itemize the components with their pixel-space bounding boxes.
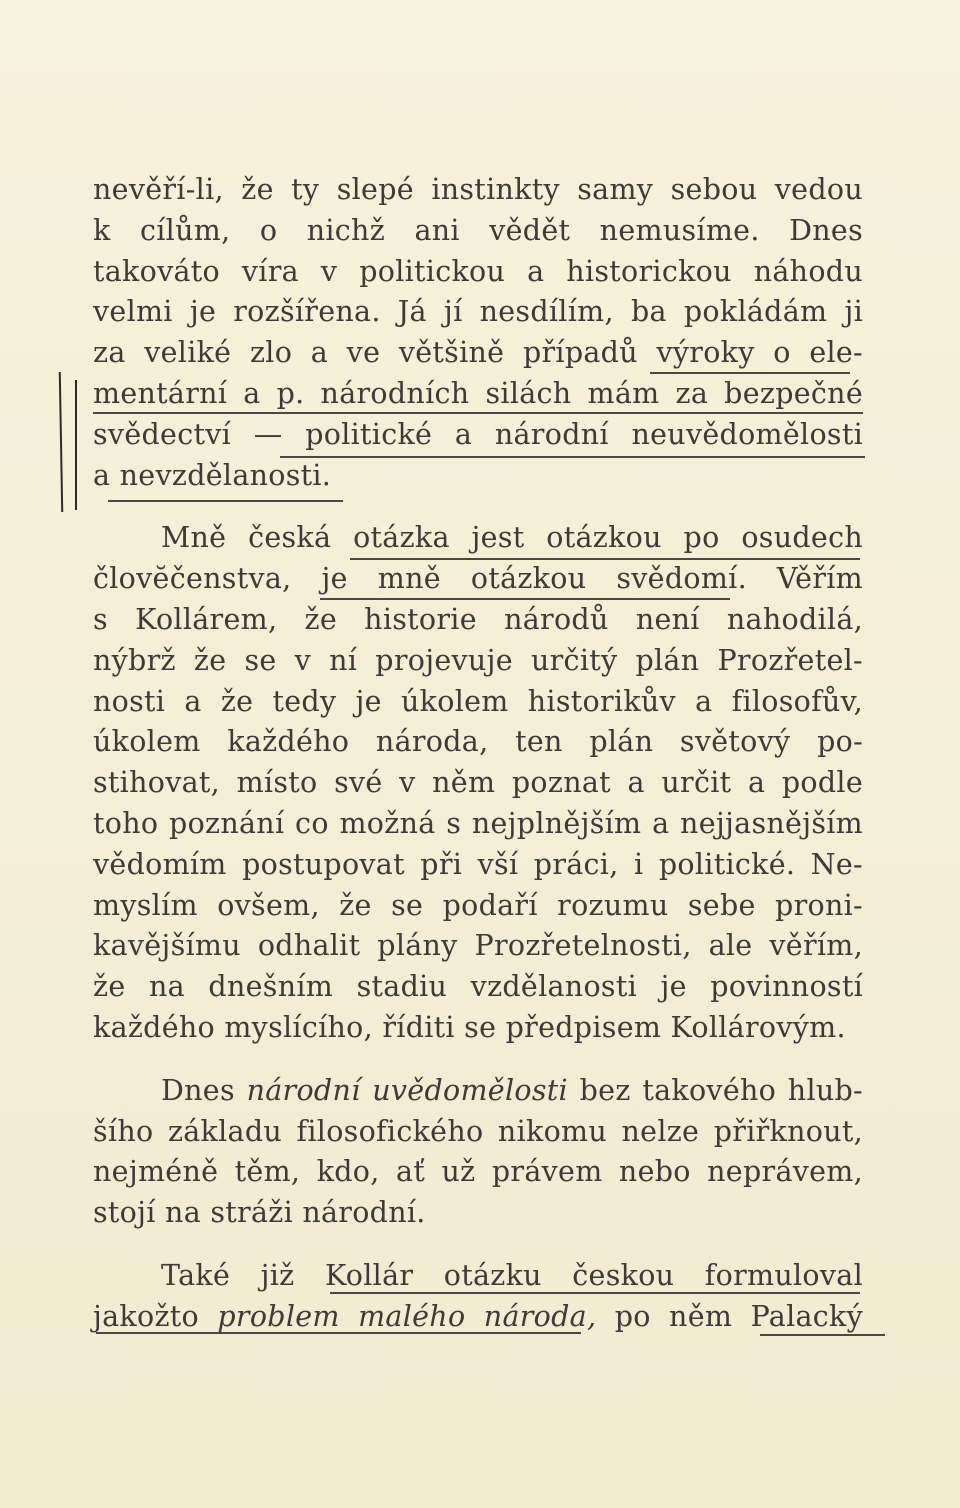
text-fragment: bez takového hlub- (579, 1073, 863, 1107)
text-line: nejméně těm, kdo, ať už právem nebo neprávem, (93, 1155, 863, 1189)
text-line: vědomím postupovat při vší práci, i politické. Ne- (93, 847, 863, 881)
text-fragment: po něm Palacký (614, 1299, 864, 1333)
italic-phrase: problem malého národa, (217, 1299, 597, 1333)
text-line: úkolem každého národa, ten plán světový po- (93, 725, 863, 759)
text-line: stihovat, místo své v něm poznat a určit a podle (93, 766, 863, 800)
paragraph-3 (93, 1071, 863, 1234)
text-line: každého myslícího, říditi se předpisem Kollárovým. (93, 1010, 846, 1044)
text-line: za veliké zlo a ve většině případů výroky o ele- (93, 336, 863, 370)
text-fragment: jakožto (93, 1299, 218, 1333)
text-line: velmi je rozšířena. Já jí nesdílím, ba pokládám ji (93, 295, 863, 329)
paragraph-1 (93, 170, 863, 496)
text-line: Také již Kollár otázku českou formuloval (161, 1258, 863, 1292)
text-line (93, 1297, 863, 1338)
text-line: nýbrž že se v ní projevuje určitý plán Prozřetel- (93, 643, 863, 677)
text-line: s Kollárem, že historie národů není nahodilá, (93, 602, 863, 636)
text-line: že na dnešním stadiu vzdělanosti je povinností (93, 970, 863, 1004)
text-fragment: Dnes (161, 1073, 247, 1107)
italic-phrase: národní uvědomělosti (246, 1073, 568, 1107)
text-line: stojí na stráži národní. (93, 1196, 426, 1230)
text-line: a nevzdělanosti. (93, 458, 332, 492)
body-text (93, 170, 863, 1338)
paragraph-4 (93, 1256, 863, 1338)
text-line: nosti a že tedy je úkolem historikův a filosofův, (93, 684, 863, 718)
paragraph-2 (93, 518, 863, 1048)
text-line: toho poznání co možná s nejplnějším a nejjasnějším (93, 806, 863, 840)
text-line: k cílům, o nichž ani vědět nemusíme. Dnes (93, 213, 863, 247)
text-line: šího základu filosofického nikomu nelze přiřknout, (93, 1114, 863, 1148)
text-line: mentární a p. národních silách mám za bezpečné (93, 376, 863, 410)
text-line: takováto víra v politickou a historickou náhodu (93, 254, 863, 288)
text-line: kavějšímu odhalit plány Prozřetelnosti, ale věřím, (93, 929, 863, 963)
text-line (93, 1071, 863, 1112)
text-line: Mně česká otázka jest otázkou po osudech (161, 521, 863, 555)
margin-bracket-outer (59, 372, 63, 512)
text-line: človĕčenstva, je mně otázkou svědomí. Věřím (93, 562, 863, 596)
text-line: myslím ovšem, že se podaří rozumu sebe proni- (93, 888, 863, 922)
margin-bracket-inner (75, 380, 77, 510)
text-line: svědectví — politické a národní neuvědomělosti (93, 417, 863, 451)
text-line: nevěří-li, že ty slepé instinkty samy sebou vedou (93, 173, 863, 206)
